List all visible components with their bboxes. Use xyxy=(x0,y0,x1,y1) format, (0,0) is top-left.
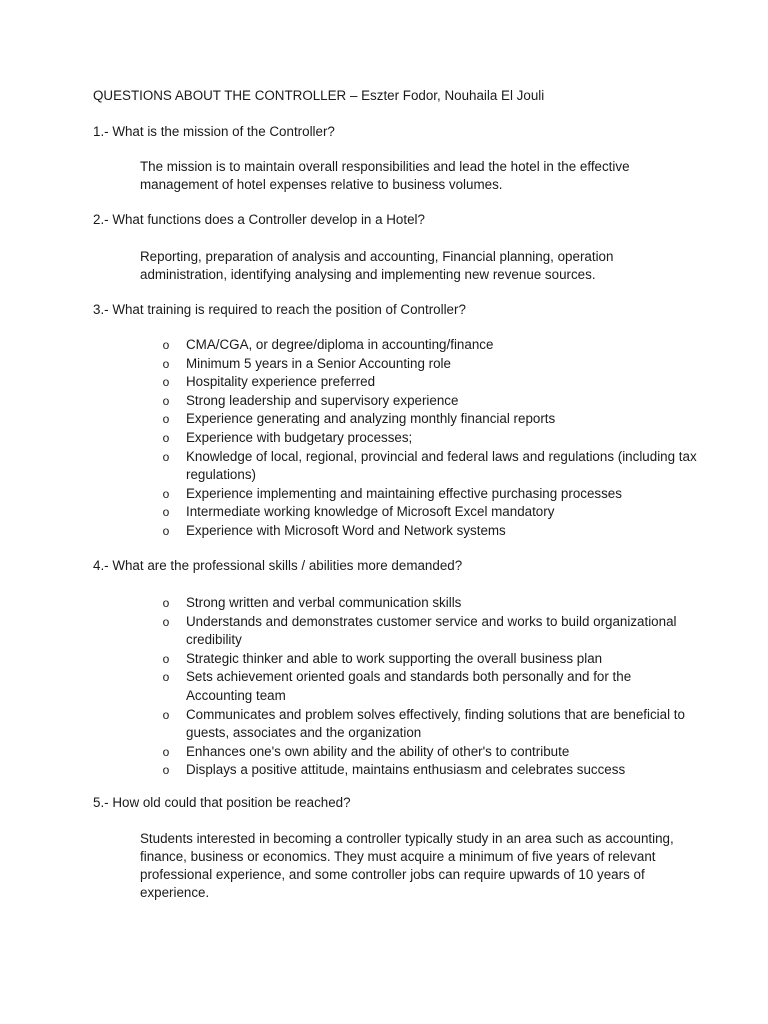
question-3: 3.- What training is required to reach the position of Controller? xyxy=(93,302,466,317)
list-item-text: Communicates and problem solves effectively, finding solutions that are beneficial to guests, associates and the organization xyxy=(186,706,685,741)
list-item xyxy=(140,668,700,705)
list-item xyxy=(140,336,700,355)
question-1: 1.- What is the mission of the Controller? xyxy=(93,124,335,139)
list-item xyxy=(140,613,700,650)
circle-bullet-icon: o xyxy=(162,651,170,666)
circle-bullet-icon: o xyxy=(162,707,170,722)
list-item-text: Minimum 5 years in a Senior Accounting role xyxy=(186,355,451,371)
list-item xyxy=(140,410,700,429)
list-item xyxy=(140,503,700,522)
list-item-text: Experience implementing and maintaining effective purchasing processes xyxy=(186,485,622,501)
list-item-text: CMA/CGA, or degree/diploma in accounting/finance xyxy=(186,337,494,352)
answer-1: The mission is to maintain overall responsibilities and lead the hotel in the effective management of hotel expenses relative to business volumes. xyxy=(140,159,630,192)
list-item-text: Sets achievement oriented goals and standards both personally and for the Accounting team xyxy=(186,669,632,703)
skills-list xyxy=(140,594,700,780)
list-item-text: Experience with budgetary processes; xyxy=(186,429,413,445)
question-4: 4.- What are the professional skills / abilities more demanded? xyxy=(93,558,463,573)
list-item xyxy=(140,485,700,504)
list-item xyxy=(140,392,700,411)
circle-bullet-icon: o xyxy=(162,356,170,371)
list-item-text: Enhances one's own ability and the ability of other's to contribute xyxy=(186,743,570,759)
list-item xyxy=(140,373,700,392)
list-item xyxy=(140,743,700,762)
circle-bullet-icon: o xyxy=(162,430,170,445)
circle-bullet-icon: o xyxy=(162,449,170,464)
list-item xyxy=(140,429,700,448)
circle-bullet-icon: o xyxy=(162,763,170,778)
list-item xyxy=(140,448,700,485)
question-2: 2.- What functions does a Controller develop in a Hotel? xyxy=(93,212,425,227)
list-item-text: Strategic thinker and able to work supporting the overall business plan xyxy=(186,650,603,666)
list-item xyxy=(140,522,700,541)
list-item xyxy=(140,706,700,743)
list-item xyxy=(140,355,700,374)
circle-bullet-icon: o xyxy=(162,375,170,390)
list-item-text: Strong leadership and supervisory experience xyxy=(186,392,459,408)
question-5: 5.- How old could that position be reached? xyxy=(93,795,351,810)
list-item xyxy=(140,594,700,613)
list-item xyxy=(140,761,700,780)
list-item-text: Experience with Microsoft Word and Network systems xyxy=(186,522,506,538)
circle-bullet-icon: o xyxy=(162,614,170,629)
circle-bullet-icon: o xyxy=(162,744,170,759)
list-item-text: Strong written and verbal communication skills xyxy=(186,595,462,610)
circle-bullet-icon: o xyxy=(162,393,170,408)
answer-5: Students interested in becoming a controller typically study in an area such as accounting, finance, business or economics. They must acquire a minimum of five years of relevant professional experience, and some controller jobs can require upwards of 10 years of experience. xyxy=(140,831,674,900)
answer-2: Reporting, preparation of analysis and accounting, Financial planning, operation administration, identifying analysing and implementing new revenue sources. xyxy=(140,249,614,282)
circle-bullet-icon: o xyxy=(162,338,170,352)
document-title: QUESTIONS ABOUT THE CONTROLLER – Eszter Fodor, Nouhaila El Jouli xyxy=(93,88,545,103)
circle-bullet-icon: o xyxy=(162,523,170,538)
list-item-text: Displays a positive attitude, maintains enthusiasm and celebrates success xyxy=(186,762,626,778)
circle-bullet-icon: o xyxy=(162,596,170,610)
training-list xyxy=(140,336,700,541)
circle-bullet-icon: o xyxy=(162,505,170,520)
list-item xyxy=(140,650,700,669)
circle-bullet-icon: o xyxy=(162,412,170,427)
list-item-text: Understands and demonstrates customer service and works to build organizational credibility xyxy=(186,613,677,648)
list-item-text: Hospitality experience preferred xyxy=(186,374,376,390)
circle-bullet-icon: o xyxy=(162,486,170,501)
list-item-text: Experience generating and analyzing monthly financial reports xyxy=(186,411,556,427)
circle-bullet-icon: o xyxy=(162,670,170,685)
list-item-text: Knowledge of local, regional, provincial and federal laws and regulations (including tax regulations) xyxy=(186,448,697,483)
list-item-text: Intermediate working knowledge of Microsoft Excel mandatory xyxy=(186,504,555,520)
